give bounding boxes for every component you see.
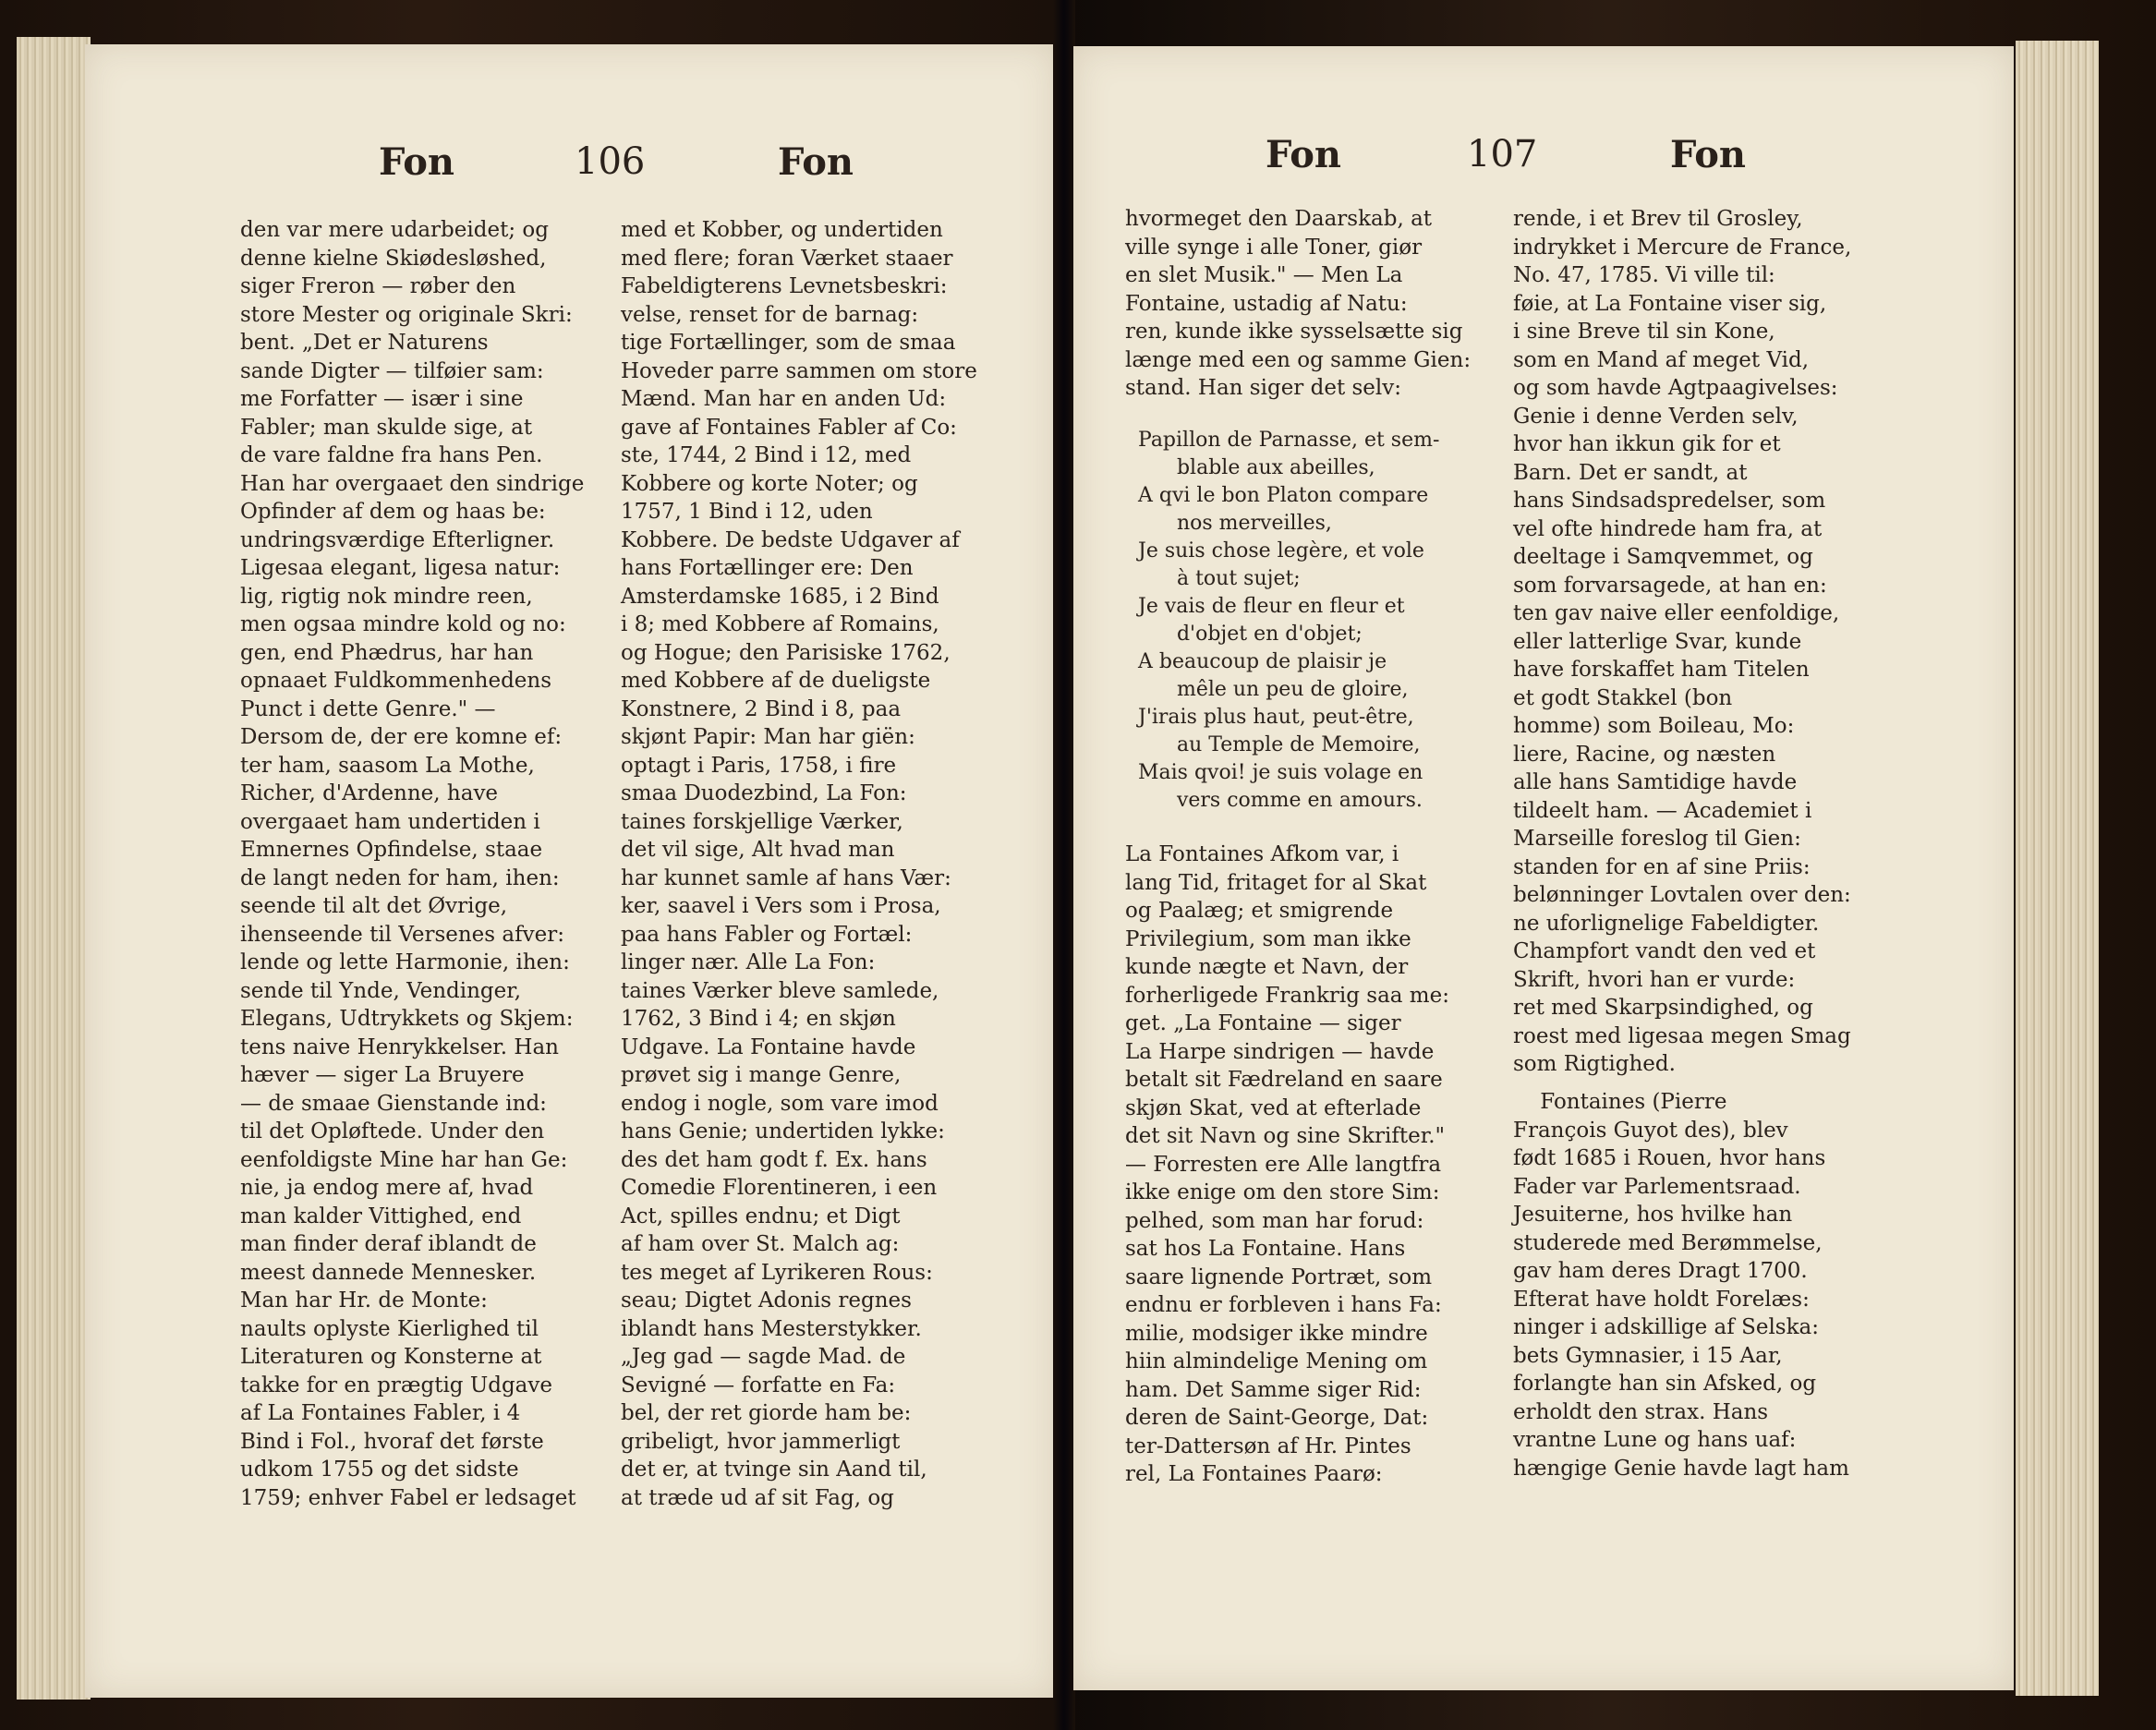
text-line: store Mester og originale Skri:: [240, 302, 573, 327]
text-line: ten gav naive eller eenfoldige,: [1513, 601, 1840, 625]
text-line: lig, rigtig nok mindre reen,: [240, 584, 533, 609]
text-line: født 1685 i Rouen, hvor hans: [1513, 1146, 1826, 1170]
text-line: 1762, 3 Bind i 4; en skjøn: [621, 1007, 896, 1031]
text-line: milie, modsiger ikke mindre: [1125, 1321, 1428, 1346]
text-line: Kobbere. De bedste Udgaver af: [621, 527, 960, 552]
text-line: gen, end Phædrus, har han: [240, 640, 534, 665]
text-line: et godt Stakkel (bon: [1513, 685, 1733, 710]
text-line: naults oplyste Kierlighed til: [240, 1316, 539, 1341]
running-head-right: Fon: [1670, 133, 1746, 176]
text-line: rende, i et Brev til Grosley,: [1513, 207, 1803, 231]
text-line: ret med Skarpsindighed, og: [1513, 996, 1813, 1020]
text-line: me Forfatter — især i sine: [240, 387, 524, 411]
text-line: med Kobbere af de dueligste: [621, 669, 931, 693]
text-line: tige Fortællinger, som de smaa: [621, 331, 956, 355]
text-line: 1757, 1 Bind i 12, uden: [621, 500, 873, 524]
right-page-column-1-prose: [1125, 205, 1532, 403]
text-line: mêle un peu de gloire,: [1138, 678, 1409, 701]
text-line: har kunnet samle af hans Vær:: [621, 865, 951, 890]
text-line: men ogsaa mindre kold og no:: [240, 612, 566, 636]
text-line: Amsterdamske 1685, i 2 Bind: [621, 584, 939, 609]
running-head-right: Fon: [778, 140, 854, 184]
running-head-left: Fon: [1266, 133, 1341, 176]
text-line: pelhed, som man har forud:: [1125, 1208, 1424, 1233]
text-line: vrantne Lune og hans uaf:: [1513, 1428, 1797, 1452]
text-line: vers comme en amours.: [1138, 789, 1423, 812]
text-line: ne uforlignelige Fabeldigter.: [1513, 911, 1820, 936]
text-line: denne kielne Skiødesløshed,: [240, 246, 547, 271]
text-line: Fontaines (Pierre: [1513, 1090, 1727, 1114]
text-line: alle hans Samtidige havde: [1513, 770, 1798, 794]
text-line: A beaucoup de plaisir je: [1138, 650, 1387, 673]
text-line: Fabler; man skulde sige, at: [240, 415, 533, 440]
text-line: ville synge i alle Toner, giør: [1125, 235, 1423, 260]
text-line: det er, at tvinge sin Aand til,: [621, 1458, 927, 1482]
text-line: Skrift, hvori han er vurde:: [1513, 967, 1796, 992]
text-line: Efterat have holdt Forelæs:: [1513, 1287, 1810, 1312]
text-line: Genie i denne Verden selv,: [1513, 404, 1799, 429]
page-edges-left: [17, 37, 91, 1700]
text-line: La Harpe sindrigen — havde: [1125, 1039, 1435, 1064]
text-line: endog i nogle, som vare imod: [621, 1091, 939, 1116]
text-line: lang Tid, fritaget for al Skat: [1125, 870, 1427, 895]
text-line: ker, saavel i Vers som i Prosa,: [621, 894, 941, 918]
text-line: liere, Racine, og næsten: [1513, 742, 1776, 767]
text-line: 1759; enhver Fabel er ledsaget: [240, 1485, 576, 1510]
text-line: de vare faldne fra hans Pen.: [240, 443, 543, 467]
text-line: hiin almindelige Mening om: [1125, 1349, 1428, 1373]
text-line: betalt sit Fædreland en saare: [1125, 1068, 1443, 1092]
text-line: hvormeget den Daarskab, at: [1125, 207, 1433, 231]
text-line: Fabeldigterens Levnetsbeskri:: [621, 274, 948, 298]
text-line: J'irais plus haut, peut-être,: [1138, 706, 1414, 729]
text-line: meest dannede Mennesker.: [240, 1260, 537, 1285]
text-line: Sevigné — forfatte en Fa:: [621, 1373, 896, 1397]
text-line: Comedie Florentineren, i een: [621, 1176, 938, 1200]
text-line: belønninger Lovtalen over den:: [1513, 883, 1851, 907]
text-line: optagt i Paris, 1758, i fire: [621, 753, 897, 778]
text-line: — Forresten ere Alle langtfra: [1125, 1152, 1442, 1177]
text-line: som forvarsagede, at han en:: [1513, 573, 1827, 598]
text-line: Dersom de, der ere komne ef:: [240, 725, 563, 749]
text-line: deeltage i Samqvemmet, og: [1513, 545, 1813, 569]
text-line: Richer, d'Ardenne, have: [240, 781, 499, 805]
text-line: med flere; foran Værket staaer: [621, 246, 953, 271]
text-line: taines Værker bleve samlede,: [621, 978, 939, 1003]
text-line: ham. Det Samme siger Rid:: [1125, 1377, 1422, 1402]
text-line: det vil sige, Alt hvad man: [621, 838, 895, 862]
text-line: seende til alt det Øvrige,: [240, 894, 508, 918]
text-line: udkom 1755 og det sidste: [240, 1458, 519, 1482]
text-line: nie, ja endog mere af, hvad: [240, 1176, 534, 1200]
text-line: siger Freron — røber den: [240, 274, 516, 298]
text-line: Hoveder parre sammen om store: [621, 358, 977, 383]
text-line: saare lignende Portræt, som: [1125, 1264, 1433, 1289]
text-line: det sit Navn og sine Skrifter.": [1125, 1124, 1446, 1148]
text-line: ren, kunde ikke sysselsætte sig: [1125, 320, 1463, 344]
text-line: Emnernes Opfindelse, staae: [240, 838, 543, 862]
page-number: 106: [575, 140, 646, 183]
text-line: at træde ud af sit Fag, og: [621, 1485, 894, 1510]
text-line: bel, der ret giorde ham be:: [621, 1401, 912, 1425]
text-line: hængige Genie havde lagt ham: [1513, 1456, 1849, 1481]
text-line: hans Sindsadspredelser, som: [1513, 489, 1826, 513]
text-line: endnu er forbleven i hans Fa:: [1125, 1293, 1442, 1317]
left-page: [85, 44, 1055, 1698]
text-line: takke for en prægtig Udgave: [240, 1373, 552, 1397]
text-line: bent. „Det er Naturens: [240, 331, 489, 355]
text-line: vel ofte hindrede ham fra, at: [1513, 516, 1823, 541]
text-line: gav ham deres Dragt 1700.: [1513, 1259, 1808, 1283]
text-line: prøvet sig i mange Genre,: [621, 1063, 902, 1087]
text-line: og som havde Agtpaagivelses:: [1513, 376, 1838, 400]
text-line: stand. Han siger det selv:: [1125, 376, 1402, 400]
text-line: eller latterlige Svar, kunde: [1513, 629, 1802, 654]
text-line: deren de Saint-George, Dat:: [1125, 1406, 1429, 1430]
text-line: Jesuiterne, hos hvilke han: [1513, 1203, 1793, 1227]
text-line: sat hos La Fontaine. Hans: [1125, 1237, 1406, 1261]
text-line: homme) som Boileau, Mo:: [1513, 714, 1795, 738]
text-line: tes meget af Lyrikeren Rous:: [621, 1260, 933, 1285]
right-page: [1073, 46, 2014, 1690]
text-line: Punct i dette Genre." —: [240, 696, 496, 721]
text-line: hans Fortællinger ere: Den: [621, 556, 914, 580]
text-line: A qvi le bon Platon compare: [1138, 484, 1429, 507]
text-line: d'objet en d'objet;: [1138, 623, 1363, 646]
text-line: velse, renset for de barnag:: [621, 302, 919, 327]
text-line: paa hans Fabler og Fortæl:: [621, 922, 913, 947]
right-page-column-2: [1513, 205, 1920, 1079]
text-line: linger nær. Alle La Fon:: [621, 950, 876, 974]
text-line: en slet Musik." — Men La: [1125, 263, 1403, 287]
text-line: Fontaine, ustadig af Natu:: [1125, 291, 1408, 316]
text-line: au Temple de Memoire,: [1138, 733, 1421, 756]
text-line: blable aux abeilles,: [1138, 456, 1375, 479]
text-line: Je vais de fleur en fleur et: [1138, 595, 1405, 618]
text-line: standen for en af sine Priis:: [1513, 854, 1811, 879]
text-line: af ham over St. Malch ag:: [621, 1232, 900, 1256]
text-line: „Jeg gad — sagde Mad. de: [621, 1345, 906, 1369]
text-line: hans Genie; undertiden lykke:: [621, 1119, 945, 1143]
text-line: ter-Dattersøn af Hr. Pintes: [1125, 1434, 1411, 1458]
text-line: ter ham, saasom La Mothe,: [240, 753, 535, 778]
text-line: Barn. Det er sandt, at: [1513, 460, 1748, 485]
text-line: erholdt den strax. Hans: [1513, 1399, 1769, 1424]
text-line: Konstnere, 2 Bind i 8, paa: [621, 696, 902, 721]
french-verse-quotation: [1138, 427, 1544, 815]
text-line: Papillon de Parnasse, et sem-: [1138, 429, 1440, 452]
text-line: ikke enige om den store Sim:: [1125, 1180, 1440, 1204]
text-line: hæver — siger La Bruyere: [240, 1063, 525, 1087]
text-line: bets Gymnasier, i 15 Aar,: [1513, 1343, 1783, 1368]
text-line: No. 47, 1785. Vi ville til:: [1513, 263, 1775, 287]
text-line: føie, at La Fontaine viser sig,: [1513, 291, 1827, 316]
text-line: og Paalæg; et smigrende: [1125, 899, 1394, 923]
text-line: seau; Digtet Adonis regnes: [621, 1288, 912, 1313]
text-line: forherligede Frankrig saa me:: [1125, 983, 1449, 1008]
text-line: sande Digter — tilføier sam:: [240, 358, 544, 383]
text-line: opnaaet Fuldkommenhedens: [240, 669, 552, 693]
text-line: længe med een og samme Gien:: [1125, 347, 1472, 372]
text-line: tens naive Henrykkelser. Han: [240, 1034, 559, 1059]
text-line: skjøn Skat, ved at efterlade: [1125, 1095, 1422, 1120]
text-line: Mais qvoi! je suis volage en: [1138, 761, 1423, 784]
text-line: Marseille foreslog til Gien:: [1513, 827, 1801, 851]
text-line: ihenseende til Versenes afver:: [240, 922, 564, 947]
text-line: tildeelt ham. — Academiet i: [1513, 798, 1812, 823]
text-line: Mænd. Man har en anden Ud:: [621, 387, 947, 411]
text-line: iblandt hans Mesterstykker.: [621, 1316, 922, 1341]
text-line: hvor han ikkun gik for et: [1513, 432, 1781, 456]
text-line: sende til Ynde, Vendinger,: [240, 978, 522, 1003]
text-line: af La Fontaines Fabler, i 4: [240, 1401, 521, 1425]
text-line: à tout sujet;: [1138, 567, 1301, 590]
text-line: med et Kobber, og undertiden: [621, 218, 943, 242]
text-line: Man har Hr. de Monte:: [240, 1288, 488, 1313]
text-line: Act, spilles endnu; et Digt: [621, 1204, 901, 1228]
text-line: have forskaffet ham Titelen: [1513, 658, 1810, 682]
text-line: des det ham godt f. Ex. hans: [621, 1147, 927, 1172]
text-line: til det Opløftede. Under den: [240, 1119, 545, 1143]
text-line: indrykket i Mercure de France,: [1513, 235, 1852, 260]
page-number: 107: [1467, 133, 1538, 175]
text-line: Fader var Parlementsraad.: [1513, 1174, 1801, 1199]
text-line: eenfoldigste Mine har han Ge:: [240, 1147, 568, 1172]
text-line: lende og lette Harmonie, ihen:: [240, 950, 570, 974]
right-page-column-1-prose-continued: [1125, 841, 1532, 1489]
text-line: i sine Breve til sin Kone,: [1513, 320, 1775, 344]
text-line: undringsværdige Efterligner.: [240, 527, 555, 552]
text-line: François Guyot des), blev: [1513, 1118, 1788, 1143]
text-line: roest med ligesaa megen Smag: [1513, 1023, 1851, 1048]
text-line: La Fontaines Afkom var, i: [1125, 842, 1399, 866]
text-line: ninger i adskillige af Selska:: [1513, 1315, 1819, 1339]
text-line: Ligesaa elegant, ligesa natur:: [240, 556, 561, 580]
text-line: som en Mand af meget Vid,: [1513, 347, 1810, 372]
left-page-column-1: [240, 216, 647, 1512]
text-line: den var mere udarbeidet; og: [240, 218, 549, 242]
text-line: som Rigtighed.: [1513, 1052, 1676, 1076]
text-line: smaa Duodezbind, La Fon:: [621, 781, 907, 805]
text-line: Elegans, Udtrykkets og Skjem:: [240, 1007, 574, 1031]
text-line: de langt neden for ham, ihen:: [240, 865, 560, 890]
text-line: i 8; med Kobbere af Romains,: [621, 612, 939, 636]
text-line: Udgave. La Fontaine havde: [621, 1034, 916, 1059]
text-line: skjønt Papir: Man har giën:: [621, 725, 915, 749]
text-line: rel, La Fontaines Paarø:: [1125, 1462, 1383, 1486]
text-line: gave af Fontaines Fabler af Co:: [621, 415, 957, 440]
text-line: taines forskjellige Værker,: [621, 809, 903, 834]
book-gutter: [1053, 0, 1075, 1730]
text-line: Opfinder af dem og haas be:: [240, 500, 546, 524]
text-line: Bind i Fol., hvoraf det første: [240, 1429, 544, 1454]
text-line: Champfort vandt den ved et: [1513, 939, 1816, 963]
left-page-column-2: [621, 216, 1027, 1512]
text-line: forlangte han sin Afsked, og: [1513, 1372, 1817, 1396]
text-line: Literaturen og Konsterne at: [240, 1345, 542, 1369]
text-line: gribeligt, hvor jammerligt: [621, 1429, 901, 1454]
text-line: ste, 1744, 2 Bind i 12, med: [621, 443, 912, 467]
text-line: — de smaae Gienstande ind:: [240, 1091, 547, 1116]
running-head-left: Fon: [379, 140, 454, 184]
text-line: kunde nægte et Navn, der: [1125, 955, 1409, 979]
text-line: overgaaet ham undertiden i: [240, 809, 540, 834]
text-line: Han har overgaaet den sindrige: [240, 471, 585, 496]
text-line: get. „La Fontaine — siger: [1125, 1011, 1401, 1035]
text-line: studerede med Berømmelse,: [1513, 1230, 1823, 1255]
text-line: nos merveilles,: [1138, 512, 1332, 535]
text-line: Je suis chose legère, et vole: [1138, 539, 1424, 563]
text-line: Privilegium, som man ikke: [1125, 926, 1411, 951]
page-edges-right: [2016, 41, 2099, 1696]
text-line: og Hogue; den Parisiske 1762,: [621, 640, 951, 665]
entry-fontaines: [1513, 1088, 1920, 1482]
text-line: man kalder Vittighed, end: [240, 1204, 522, 1228]
text-line: man finder deraf iblandt de: [240, 1232, 537, 1256]
text-line: Kobbere og korte Noter; og: [621, 471, 918, 496]
